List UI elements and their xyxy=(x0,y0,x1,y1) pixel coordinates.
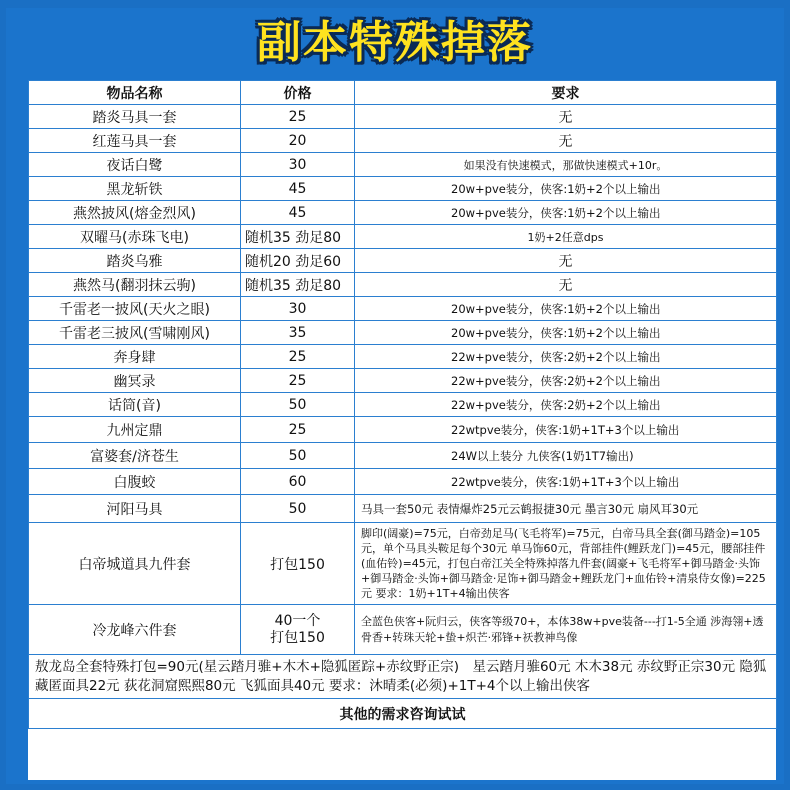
item-name: 千雷老三披风(雪啸刚风) xyxy=(29,321,241,345)
item-name: 踏炎乌雅 xyxy=(29,249,241,273)
table-row xyxy=(29,297,777,321)
item-requirement: 24W以上装分 九侠客(1奶1T7输出) xyxy=(355,443,777,469)
header-requirement: 要求 xyxy=(355,81,777,105)
item-price: 50 xyxy=(241,393,355,417)
table-row xyxy=(29,177,777,201)
item-requirement: 20w+pve装分，侠客:1奶+2个以上输出 xyxy=(355,201,777,225)
item-requirement: 22w+pve装分，侠客:2奶+2个以上输出 xyxy=(355,393,777,417)
drop-table xyxy=(28,80,777,729)
item-price: 25 xyxy=(241,417,355,443)
item-name: 燕然马(翻羽抹云驹) xyxy=(29,273,241,297)
table-row-lenglong xyxy=(29,605,777,655)
price-single: 40一个 xyxy=(274,612,321,629)
table-row xyxy=(29,225,777,249)
item-requirement: 20w+pve装分，侠客:1奶+2个以上输出 xyxy=(355,177,777,201)
item-price: 45 xyxy=(241,177,355,201)
item-price: 60 xyxy=(241,469,355,495)
price-bundle: 打包150 xyxy=(270,629,325,646)
item-name: 踏炎马具一套 xyxy=(29,105,241,129)
table-footer-row xyxy=(29,699,777,729)
table-header-row xyxy=(29,81,777,105)
item-price: 30 xyxy=(241,297,355,321)
item-name: 双曜马(赤珠飞电) xyxy=(29,225,241,249)
table-row xyxy=(29,273,777,297)
item-price: 25 xyxy=(241,345,355,369)
item-price: 35 xyxy=(241,321,355,345)
header-price: 价格 xyxy=(241,81,355,105)
item-price: 随机20 劲足60 xyxy=(241,249,355,273)
item-price: 45 xyxy=(241,201,355,225)
item-requirement: 脚印(阔豪)=75元，白帝劲足马(飞毛将军)=75元，白帝马具全套(御马踏金)=105元，单个马具头鞍足每个30元 单马饰60元，背部挂件(鲤跃龙门)=45元，腰部挂件(血佑铃)=45元，打包白帝江关全特殊掉落九件套(阔豪+飞毛将军+御马踏金·头饰+御马踏金·头饰+御马踏金·足饰+御马踏金+鲤跃龙门+血佑铃+清泉侍女像)=225元 要求：1奶+1T+4输出侠客 xyxy=(355,523,777,605)
page-frame xyxy=(6,8,784,784)
item-name: 幽冥录 xyxy=(29,369,241,393)
item-name: 九州定鼎 xyxy=(29,417,241,443)
item-requirement: 22w+pve装分，侠客:2奶+2个以上输出 xyxy=(355,345,777,369)
table-row-aolong xyxy=(29,655,777,699)
item-requirement: 无 xyxy=(355,129,777,153)
item-requirement: 马具一套50元 表情爆炸25元云鹤报捷30元 墨言30元 扇风耳30元 xyxy=(355,495,777,523)
item-name: 富婆套/济苍生 xyxy=(29,443,241,469)
item-name: 千雷老一披风(天火之眼) xyxy=(29,297,241,321)
table-row xyxy=(29,469,777,495)
item-requirement: 无 xyxy=(355,105,777,129)
item-price: 打包150 xyxy=(241,523,355,605)
table-row xyxy=(29,417,777,443)
table-row xyxy=(29,249,777,273)
item-requirement: 20w+pve装分，侠客:1奶+2个以上输出 xyxy=(355,321,777,345)
page-title: 副本特殊掉落 xyxy=(257,17,533,68)
table-row xyxy=(29,443,777,469)
table-row xyxy=(29,345,777,369)
item-price xyxy=(241,605,355,655)
table-row xyxy=(29,393,777,417)
header-name: 物品名称 xyxy=(29,81,241,105)
item-name: 河阳马具 xyxy=(29,495,241,523)
item-requirement: 全蓝色侠客+阮归云，侠客等级70+，本体38w+pve装备---打1-5全通 涉海翎+透骨香+转珠天轮+蛰+炽芒·邪锋+祆教神鸟像 xyxy=(355,605,777,655)
price-sheet xyxy=(28,80,776,780)
item-name: 白腹蛟 xyxy=(29,469,241,495)
item-name: 燕然披风(熔金烈风) xyxy=(29,201,241,225)
item-name: 冷龙峰六件套 xyxy=(29,605,241,655)
aolong-bundle-text: 敖龙岛全套特殊打包=90元(星云踏月骓+木木+隐狐匿踪+赤纹野正宗) 星云踏月骓60元 木木38元 赤纹野正宗30元 隐狐藏匿面具22元 荻花洞窟熙熙80元 飞狐面具40元 要求：沐晴柔(必须)+1T+4个以上输出侠客 xyxy=(29,655,777,699)
item-requirement: 22wtpve装分，侠客:1奶+1T+3个以上输出 xyxy=(355,469,777,495)
item-price: 25 xyxy=(241,105,355,129)
table-row xyxy=(29,495,777,523)
item-requirement: 22w+pve装分，侠客:2奶+2个以上输出 xyxy=(355,369,777,393)
footer-note: 其他的需求咨询试试 xyxy=(29,699,777,729)
item-requirement: 无 xyxy=(355,273,777,297)
item-price: 20 xyxy=(241,129,355,153)
item-name: 夜话白鹭 xyxy=(29,153,241,177)
item-name: 红莲马具一套 xyxy=(29,129,241,153)
item-requirement: 1奶+2任意dps xyxy=(355,225,777,249)
table-row-baidi xyxy=(29,523,777,605)
item-requirement: 无 xyxy=(355,249,777,273)
item-price: 30 xyxy=(241,153,355,177)
item-price: 随机35 劲足80 xyxy=(241,273,355,297)
item-name: 白帝城道具九件套 xyxy=(29,523,241,605)
item-price: 50 xyxy=(241,495,355,523)
table-row xyxy=(29,129,777,153)
item-name: 黑龙斩铁 xyxy=(29,177,241,201)
item-price: 随机35 劲足80 xyxy=(241,225,355,249)
item-name: 话筒(音) xyxy=(29,393,241,417)
table-row xyxy=(29,369,777,393)
table-row xyxy=(29,153,777,177)
table-row xyxy=(29,321,777,345)
item-requirement: 20w+pve装分，侠客:1奶+2个以上输出 xyxy=(355,297,777,321)
table-row xyxy=(29,201,777,225)
item-name: 奔身肆 xyxy=(29,345,241,369)
item-price: 25 xyxy=(241,369,355,393)
item-price: 50 xyxy=(241,443,355,469)
item-requirement: 如果没有快速模式，那做快速模式+10r。 xyxy=(355,153,777,177)
table-row xyxy=(29,105,777,129)
item-requirement: 22wtpve装分，侠客:1奶+1T+3个以上输出 xyxy=(355,417,777,443)
